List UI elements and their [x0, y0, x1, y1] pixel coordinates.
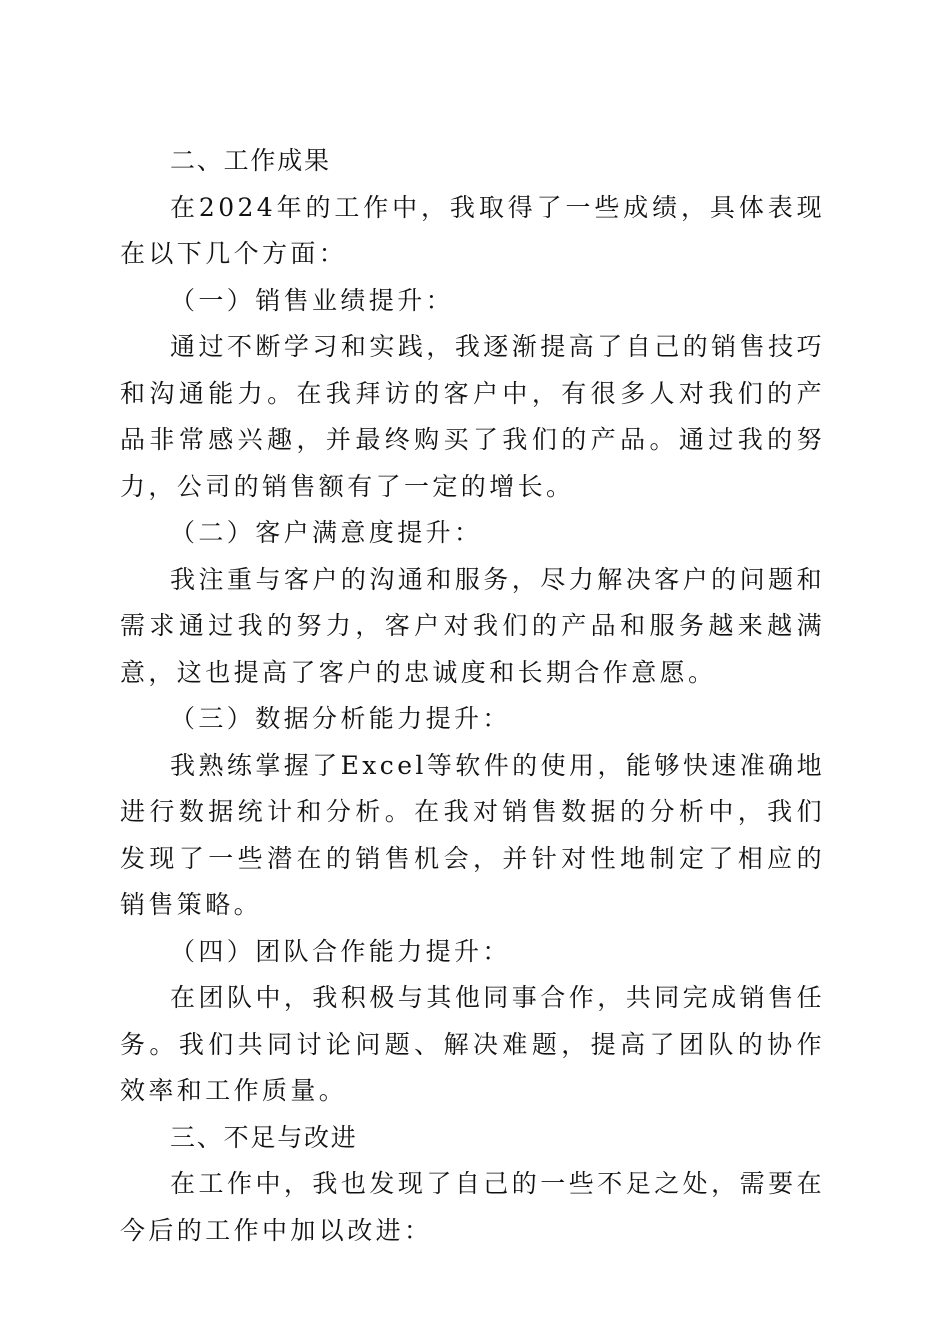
paragraph-customer-satisfaction: 我注重与客户的沟通和服务，尽力解决客户的问题和需求通过我的努力，客户对我们的产品和服务越来越满意，这也提高了客户的忠诚度和长期合作意愿。: [120, 564, 825, 687]
section-heading-work-results: 二、工作成果: [170, 146, 331, 175]
paragraph-sales-performance: 通过不断学习和实践，我逐渐提高了自己的销售技巧和沟通能力。在我拜访的客户中，有很多人对我们的产品非常感兴趣，并最终购买了我们的产品。通过我的努力，公司的销售额有了一定的增长。: [120, 332, 825, 501]
subheading-teamwork: （四）团队合作能力提升：: [170, 936, 511, 966]
subheading-sales-performance: （一）销售业绩提升：: [170, 285, 455, 315]
paragraph-shortcomings-intro: 在工作中，我也发现了自己的一些不足之处，需要在今后的工作中加以改进：: [120, 1169, 825, 1245]
paragraph-teamwork: 在团队中，我积极与其他同事合作，共同完成销售任务。我们共同讨论问题、解决难题，提高了团队的协作效率和工作质量。: [120, 983, 825, 1105]
subheading-customer-satisfaction: （二）客户满意度提升：: [170, 518, 483, 547]
paragraph-intro: 在2024年的工作中，我取得了一些成绩，具体表现在以下几个方面：: [120, 192, 825, 268]
subheading-data-analysis: （三）数据分析能力提升：: [170, 704, 511, 733]
document-page: [120, 138, 825, 1254]
paragraph-data-analysis: 我熟练掌握了Excel等软件的使用，能够快速准确地进行数据统计和分析。在我对销售数据的分析中，我们发现了一些潜在的销售机会，并针对性地制定了相应的销售策略。: [120, 750, 825, 919]
section-heading-shortcomings: 三、不足与改进: [170, 1122, 358, 1152]
